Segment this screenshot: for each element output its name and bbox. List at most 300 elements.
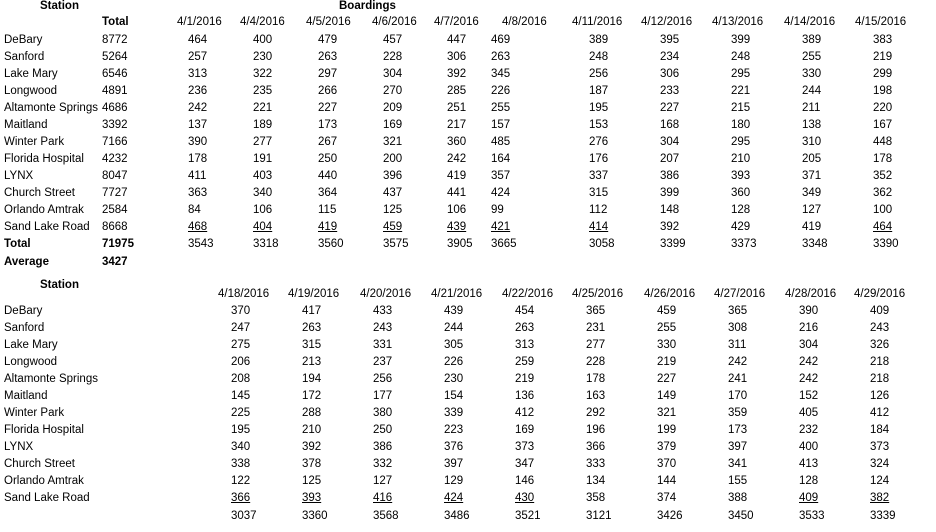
- boarding-value: 148: [660, 204, 680, 216]
- station-name: Maitland: [4, 119, 48, 131]
- boarding-value: 321: [657, 407, 677, 419]
- boarding-value: 263: [302, 322, 322, 334]
- boarding-value: 170: [728, 390, 748, 402]
- boarding-value: 378: [302, 458, 322, 470]
- boarding-value: 305: [444, 339, 464, 351]
- station-name: DeBary: [4, 305, 43, 317]
- boarding-value: 195: [589, 102, 609, 114]
- station-name: Church Street: [4, 187, 75, 199]
- boarding-value: 330: [657, 339, 677, 351]
- boarding-value: 227: [660, 102, 680, 114]
- column-total: 3373: [731, 238, 757, 250]
- boarding-value: 250: [373, 424, 393, 436]
- column-total: 3560: [318, 238, 344, 250]
- boarding-value: 341: [728, 458, 748, 470]
- boarding-value: 419: [318, 221, 338, 233]
- boarding-value: 221: [731, 85, 751, 97]
- boarding-value: 400: [799, 441, 819, 453]
- column-total: 3521: [515, 510, 541, 522]
- boarding-value: 196: [586, 424, 606, 436]
- boarding-value: 242: [447, 153, 467, 165]
- boarding-value: 137: [188, 119, 208, 131]
- boarding-value: 206: [231, 356, 251, 368]
- boarding-value: 223: [444, 424, 464, 436]
- boarding-value: 180: [731, 119, 751, 131]
- boarding-value: 285: [447, 85, 467, 97]
- column-total: 3426: [657, 510, 683, 522]
- boarding-value: 295: [731, 136, 751, 148]
- boarding-value: 459: [383, 221, 403, 233]
- boarding-value: 115: [318, 204, 337, 216]
- boarding-value: 409: [799, 492, 819, 504]
- date-header: 4/8/2016: [502, 16, 547, 28]
- station-name: DeBary: [4, 34, 43, 46]
- boarding-value: 399: [660, 187, 680, 199]
- boarding-value: 164: [491, 153, 511, 165]
- boarding-value: 241: [728, 373, 748, 385]
- station-name: Longwood: [4, 356, 58, 368]
- row-total: 2584: [102, 204, 128, 216]
- boarding-value: 360: [731, 187, 751, 199]
- date-header: 4/11/2016: [572, 16, 623, 28]
- boarding-value: 362: [873, 187, 893, 199]
- row-total: 5264: [102, 51, 128, 63]
- boarding-value: 349: [802, 187, 822, 199]
- boarding-value: 383: [873, 34, 893, 46]
- boarding-value: 163: [586, 390, 606, 402]
- station-header: Station: [40, 0, 79, 12]
- boarding-value: 228: [383, 51, 403, 63]
- boarding-value: 168: [660, 119, 680, 131]
- boarding-value: 198: [873, 85, 893, 97]
- column-total: 3121: [586, 510, 612, 522]
- boarding-value: 306: [447, 51, 467, 63]
- boarding-value: 230: [444, 373, 464, 385]
- boarding-value: 295: [731, 68, 751, 80]
- date-header: 4/6/2016: [372, 16, 417, 28]
- total-label: Total: [4, 238, 31, 250]
- date-header: 4/20/2016: [360, 288, 412, 300]
- boarding-value: 277: [253, 136, 273, 148]
- boarding-value: 155: [728, 475, 748, 487]
- station-name: Florida Hospital: [4, 424, 84, 436]
- average-value: 3427: [102, 256, 128, 268]
- boarding-value: 308: [728, 322, 748, 334]
- column-total: 3568: [373, 510, 399, 522]
- boarding-value: 221: [253, 102, 273, 114]
- boarding-value: 358: [586, 492, 606, 504]
- boarding-value: 397: [444, 458, 464, 470]
- boarding-value: 146: [515, 475, 535, 487]
- boarding-value: 370: [657, 458, 677, 470]
- boarding-value: 226: [491, 85, 511, 97]
- boarding-value: 464: [873, 221, 893, 233]
- boarding-value: 157: [491, 119, 511, 131]
- boarding-value: 405: [799, 407, 819, 419]
- boarding-value: 437: [383, 187, 403, 199]
- boarding-value: 340: [253, 187, 273, 199]
- boarding-value: 424: [491, 187, 511, 199]
- boarding-value: 392: [447, 68, 467, 80]
- station-name: Sanford: [4, 322, 45, 334]
- boarding-value: 382: [870, 492, 890, 504]
- station-name: Altamonte Springs: [4, 373, 98, 385]
- date-header: 4/5/2016: [306, 16, 351, 28]
- station-name: LYNX: [4, 441, 34, 453]
- boarding-value: 339: [444, 407, 464, 419]
- boarding-value: 128: [799, 475, 819, 487]
- boarding-value: 99: [491, 204, 504, 216]
- boarding-value: 244: [802, 85, 822, 97]
- boarding-value: 315: [302, 339, 322, 351]
- boarding-value: 360: [447, 136, 467, 148]
- boarding-value: 364: [318, 187, 338, 199]
- station-name: Orlando Amtrak: [4, 204, 84, 216]
- boarding-value: 370: [231, 305, 251, 317]
- boarding-value: 106: [447, 204, 467, 216]
- boarding-value: 152: [799, 390, 819, 402]
- boarding-value: 373: [870, 441, 890, 453]
- station-name: Sand Lake Road: [4, 221, 90, 233]
- boarding-value: 145: [231, 390, 251, 402]
- boarding-value: 267: [318, 136, 338, 148]
- boarding-value: 424: [444, 492, 464, 504]
- boarding-value: 127: [802, 204, 822, 216]
- boarding-value: 404: [253, 221, 273, 233]
- boarding-value: 275: [231, 339, 251, 351]
- column-total: 3533: [799, 510, 825, 522]
- boarding-value: 416: [373, 492, 393, 504]
- boarding-value: 243: [373, 322, 393, 334]
- boarding-value: 374: [657, 492, 677, 504]
- boarding-value: 485: [491, 136, 511, 148]
- boarding-value: 266: [318, 85, 338, 97]
- boarding-value: 304: [799, 339, 819, 351]
- boarding-value: 357: [491, 170, 511, 182]
- boarding-value: 250: [318, 153, 338, 165]
- boarding-value: 330: [802, 68, 822, 80]
- boarding-value: 230: [253, 51, 273, 63]
- date-header: 4/27/2016: [714, 288, 766, 300]
- boarding-value: 237: [373, 356, 393, 368]
- column-total: 3905: [447, 238, 473, 250]
- row-total: 8047: [102, 170, 128, 182]
- boarding-value: 149: [657, 390, 677, 402]
- date-header: 4/12/2016: [641, 16, 693, 28]
- boarding-value: 380: [373, 407, 393, 419]
- boarding-value: 153: [589, 119, 609, 131]
- boarding-value: 220: [873, 102, 893, 114]
- boarding-value: 172: [302, 390, 322, 402]
- column-total: 3339: [870, 510, 896, 522]
- boarding-value: 324: [870, 458, 890, 470]
- station-name: Longwood: [4, 85, 58, 97]
- boarding-value: 321: [383, 136, 403, 148]
- boarding-value: 242: [799, 373, 819, 385]
- boarding-value: 129: [444, 475, 464, 487]
- boarding-value: 388: [728, 492, 748, 504]
- boarding-value: 299: [873, 68, 893, 80]
- boarding-value: 373: [515, 441, 535, 453]
- boarding-value: 232: [799, 424, 819, 436]
- boarding-value: 257: [188, 51, 208, 63]
- boarding-value: 403: [253, 170, 273, 182]
- boarding-value: 244: [444, 322, 464, 334]
- boarding-value: 200: [383, 153, 403, 165]
- column-total: 3360: [302, 510, 328, 522]
- boarding-value: 440: [318, 170, 338, 182]
- boarding-value: 251: [447, 102, 467, 114]
- boarding-value: 371: [802, 170, 822, 182]
- boarding-value: 399: [731, 34, 751, 46]
- boarding-value: 195: [231, 424, 251, 436]
- boarding-value: 169: [515, 424, 535, 436]
- column-total: 3348: [802, 238, 828, 250]
- boarding-value: 112: [589, 204, 608, 216]
- average-label: Average: [4, 256, 49, 268]
- boarding-value: 386: [373, 441, 393, 453]
- boarding-value: 433: [373, 305, 393, 317]
- boarding-value: 464: [188, 34, 208, 46]
- boarding-value: 393: [302, 492, 322, 504]
- boarding-value: 247: [231, 322, 251, 334]
- row-total: 8668: [102, 221, 128, 233]
- boarding-value: 386: [660, 170, 680, 182]
- station-name: Sand Lake Road: [4, 492, 90, 504]
- boarding-value: 313: [188, 68, 208, 80]
- boarding-value: 125: [302, 475, 322, 487]
- boarding-value: 208: [231, 373, 251, 385]
- date-header: 4/26/2016: [644, 288, 696, 300]
- row-total: 4686: [102, 102, 128, 114]
- boarding-value: 297: [318, 68, 338, 80]
- boarding-value: 392: [660, 221, 680, 233]
- boarding-value: 242: [188, 102, 208, 114]
- boarding-value: 211: [802, 102, 821, 114]
- boarding-value: 248: [589, 51, 609, 63]
- boarding-value: 219: [515, 373, 535, 385]
- boarding-value: 411: [188, 170, 207, 182]
- boarding-value: 234: [660, 51, 680, 63]
- boarding-value: 178: [586, 373, 606, 385]
- boarding-value: 397: [728, 441, 748, 453]
- row-total: 6546: [102, 68, 128, 80]
- boarding-value: 154: [444, 390, 464, 402]
- station-name: LYNX: [4, 170, 34, 182]
- boarding-value: 207: [660, 153, 680, 165]
- column-total: 3665: [491, 238, 517, 250]
- date-header: 4/19/2016: [288, 288, 340, 300]
- boarding-value: 412: [870, 407, 890, 419]
- boarding-value: 177: [373, 390, 393, 402]
- date-header: 4/15/2016: [855, 16, 907, 28]
- boarding-value: 389: [802, 34, 822, 46]
- boarding-value: 412: [515, 407, 535, 419]
- boarding-value: 393: [731, 170, 751, 182]
- boarding-value: 184: [870, 424, 890, 436]
- date-header: 4/18/2016: [218, 288, 270, 300]
- boarding-value: 215: [731, 102, 751, 114]
- row-total: 3392: [102, 119, 128, 131]
- date-header: 4/28/2016: [785, 288, 837, 300]
- boarding-value: 218: [870, 356, 890, 368]
- boarding-value: 439: [444, 305, 464, 317]
- boarding-value: 448: [873, 136, 893, 148]
- boarding-value: 468: [188, 221, 208, 233]
- boarding-value: 306: [660, 68, 680, 80]
- boarding-value: 479: [318, 34, 338, 46]
- boarding-value: 338: [231, 458, 251, 470]
- boarding-value: 366: [586, 441, 606, 453]
- column-total: 3399: [660, 238, 686, 250]
- column-total: 3575: [383, 238, 409, 250]
- station-name: Orlando Amtrak: [4, 475, 84, 487]
- station-name: Altamonte Springs: [4, 102, 98, 114]
- boarding-value: 128: [731, 204, 751, 216]
- date-header: 4/22/2016: [502, 288, 554, 300]
- boarding-value: 421: [491, 221, 511, 233]
- boarding-value: 276: [589, 136, 609, 148]
- boarding-value: 430: [515, 492, 535, 504]
- station-name: Florida Hospital: [4, 153, 84, 165]
- boarding-value: 413: [799, 458, 819, 470]
- boarding-value: 256: [373, 373, 393, 385]
- boarding-value: 259: [515, 356, 535, 368]
- boarding-value: 365: [728, 305, 748, 317]
- boarding-value: 326: [870, 339, 890, 351]
- boarding-value: 313: [515, 339, 535, 351]
- boarding-value: 409: [870, 305, 890, 317]
- boarding-value: 210: [302, 424, 322, 436]
- boarding-value: 390: [188, 136, 208, 148]
- boarding-value: 191: [253, 153, 273, 165]
- boarding-value: 347: [515, 458, 535, 470]
- boarding-value: 337: [589, 170, 609, 182]
- station-name: Winter Park: [4, 407, 65, 419]
- boarding-value: 332: [373, 458, 393, 470]
- row-total: 4232: [102, 153, 128, 165]
- column-total: 3450: [728, 510, 754, 522]
- boarding-value: 126: [870, 390, 890, 402]
- boarding-value: 255: [491, 102, 511, 114]
- boarding-value: 138: [802, 119, 822, 131]
- boarding-value: 173: [318, 119, 338, 131]
- boarding-value: 363: [188, 187, 208, 199]
- boarding-value: 169: [383, 119, 403, 131]
- boarding-value: 390: [799, 305, 819, 317]
- boarding-value: 218: [870, 373, 890, 385]
- row-total: 7727: [102, 187, 128, 199]
- date-header: 4/4/2016: [240, 16, 285, 28]
- column-total: 3058: [589, 238, 615, 250]
- boarding-value: 216: [799, 322, 819, 334]
- date-header: 4/14/2016: [784, 16, 836, 28]
- row-total: 7166: [102, 136, 128, 148]
- station-name: Lake Mary: [4, 339, 58, 351]
- boarding-value: 454: [515, 305, 535, 317]
- boarding-value: 376: [444, 441, 464, 453]
- boarding-value: 429: [731, 221, 751, 233]
- column-total: 3543: [188, 238, 214, 250]
- boarding-value: 144: [657, 475, 677, 487]
- boarding-value: 310: [802, 136, 822, 148]
- date-header: 4/1/2016: [177, 16, 222, 28]
- boarding-value: 227: [657, 373, 677, 385]
- boarding-value: 233: [660, 85, 680, 97]
- boarding-value: 226: [444, 356, 464, 368]
- boarding-value: 417: [302, 305, 322, 317]
- boarding-value: 124: [870, 475, 890, 487]
- boarding-value: 219: [657, 356, 677, 368]
- boarding-value: 205: [802, 153, 822, 165]
- date-header: 4/7/2016: [434, 16, 479, 28]
- boarding-value: 400: [253, 34, 273, 46]
- boarding-value: 340: [231, 441, 251, 453]
- boarding-value: 322: [253, 68, 273, 80]
- boarding-value: 209: [383, 102, 403, 114]
- boarding-value: 228: [586, 356, 606, 368]
- boarding-value: 242: [799, 356, 819, 368]
- boarding-value: 331: [373, 339, 393, 351]
- boarding-value: 459: [657, 305, 677, 317]
- boarding-value: 84: [188, 204, 201, 216]
- station-name: Sanford: [4, 51, 45, 63]
- boarding-value: 122: [231, 475, 251, 487]
- column-total: 3037: [231, 510, 257, 522]
- boarding-value: 270: [383, 85, 403, 97]
- boarding-value: 127: [373, 475, 393, 487]
- boarding-value: 217: [447, 119, 467, 131]
- boarding-value: 136: [515, 390, 535, 402]
- station-header: Station: [40, 279, 79, 291]
- boarding-value: 236: [188, 85, 208, 97]
- column-total: 3390: [873, 238, 899, 250]
- column-total: 3486: [444, 510, 470, 522]
- boarding-value: 242: [728, 356, 748, 368]
- boarding-value: 304: [383, 68, 403, 80]
- boarding-value: 447: [447, 34, 467, 46]
- boarding-value: 379: [657, 441, 677, 453]
- boarding-value: 304: [660, 136, 680, 148]
- boarding-value: 235: [253, 85, 273, 97]
- boarding-value: 167: [873, 119, 893, 131]
- boarding-value: 219: [873, 51, 893, 63]
- date-header: 4/29/2016: [854, 288, 906, 300]
- boarding-value: 256: [589, 68, 609, 80]
- row-total: 4891: [102, 85, 128, 97]
- boarding-value: 396: [383, 170, 403, 182]
- boarding-value: 125: [383, 204, 403, 216]
- boarding-value: 395: [660, 34, 680, 46]
- boarding-value: 263: [491, 51, 511, 63]
- station-name: Church Street: [4, 458, 75, 470]
- boarding-value: 173: [728, 424, 748, 436]
- date-header: 4/25/2016: [572, 288, 624, 300]
- boarding-value: 194: [302, 373, 322, 385]
- boarding-value: 389: [589, 34, 609, 46]
- boarding-value: 277: [586, 339, 606, 351]
- station-name: Winter Park: [4, 136, 65, 148]
- column-total: 3318: [253, 238, 279, 250]
- boardings-header: Boardings: [339, 0, 396, 12]
- boarding-value: 288: [302, 407, 322, 419]
- boarding-value: 213: [302, 356, 322, 368]
- boarding-value: 352: [873, 170, 893, 182]
- boarding-value: 365: [586, 305, 606, 317]
- boarding-value: 255: [657, 322, 677, 334]
- boarding-value: 243: [870, 322, 890, 334]
- station-name: Maitland: [4, 390, 48, 402]
